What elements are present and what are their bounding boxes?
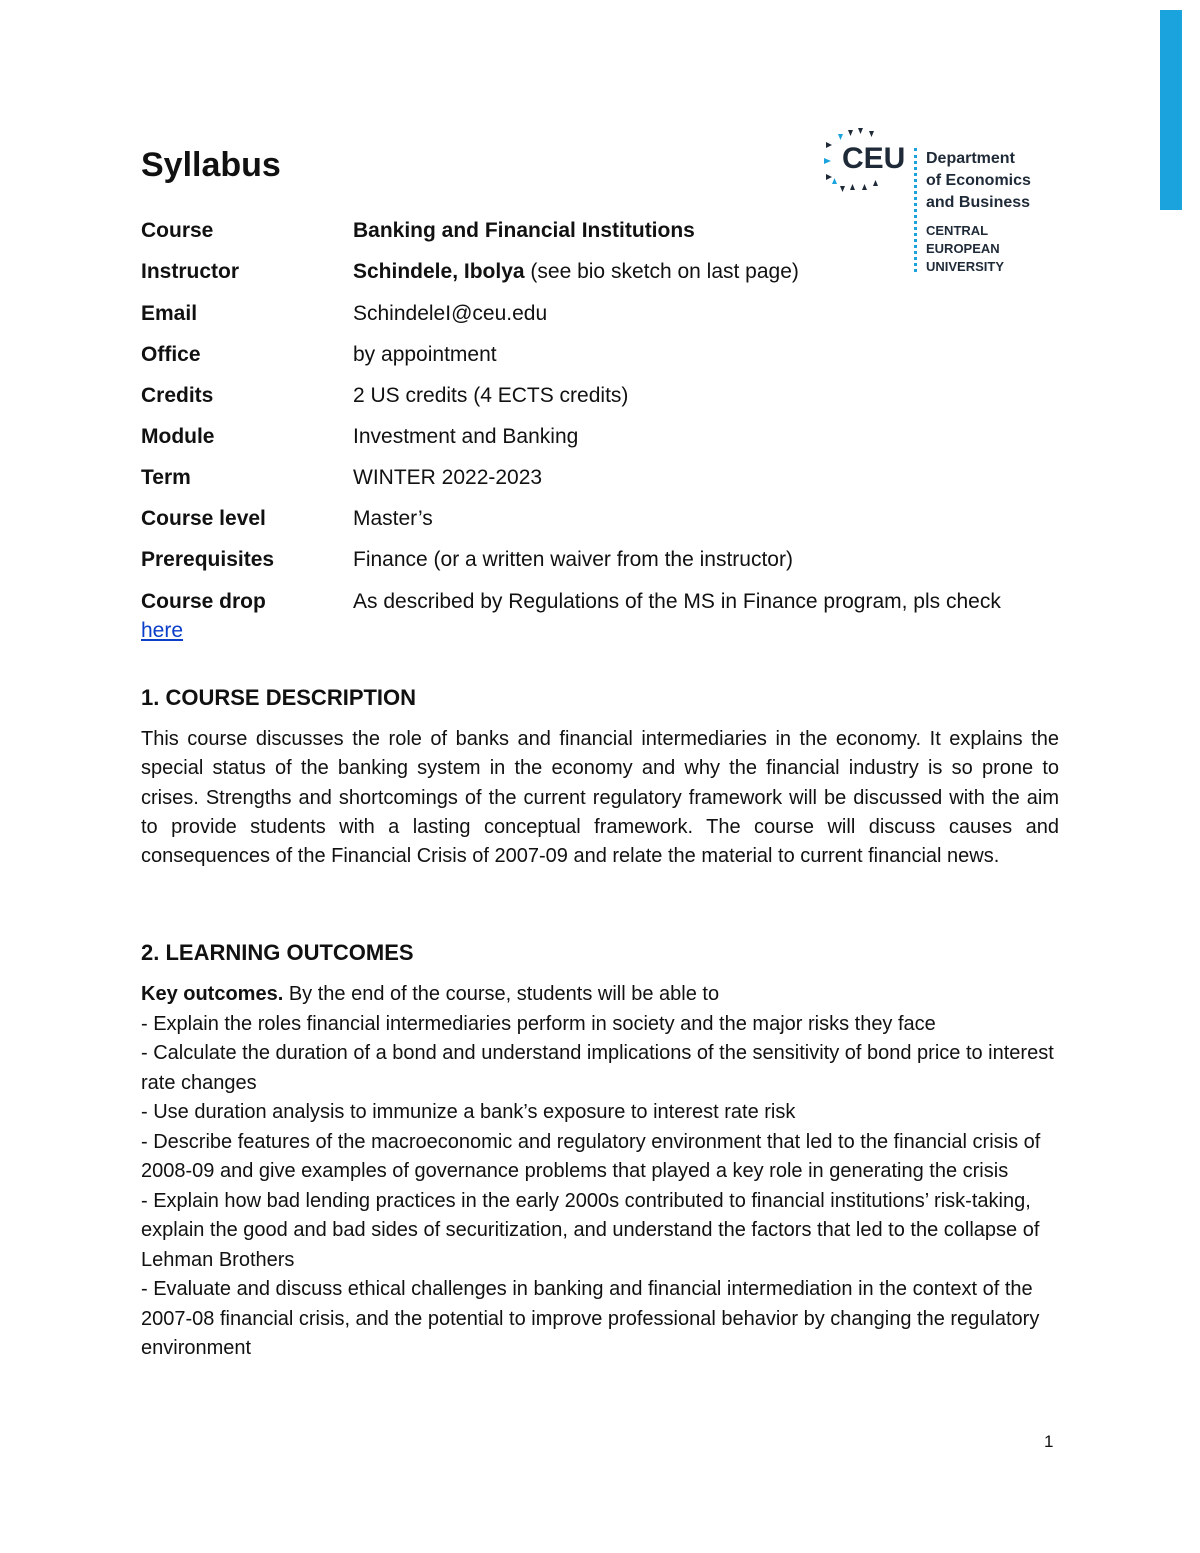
prerequisites-value: Finance (or a written waiver from the instructor) (353, 548, 793, 571)
course-drop-link[interactable]: here (141, 619, 184, 642)
info-row-course-drop (141, 587, 1061, 617)
logo-university-line-2: EUROPEAN (926, 241, 1000, 256)
learning-outcomes-heading: 2. LEARNING OUTCOMES (141, 940, 414, 965)
ceu-logo (820, 126, 1050, 276)
credits-label: Credits (141, 384, 214, 407)
module-label: Module (141, 425, 215, 448)
info-row-instructor (141, 257, 1061, 287)
outcome-item: - Describe features of the macroeconomic and regulatory environment that led to the financial crisis of 2008-09 and give examples of governance problems that played a key role in generating the crisis (141, 1130, 1041, 1182)
outcome-item: - Use duration analysis to immunize a bank’s exposure to interest rate risk (141, 1101, 796, 1123)
info-row-module (141, 422, 1061, 452)
logo-department-name (926, 148, 1031, 214)
ceu-logo-text: CEU (842, 142, 906, 175)
info-row-office (141, 340, 1061, 370)
info-row-prerequisites (141, 545, 1061, 575)
email-value[interactable]: SchindeleI@ceu.edu (353, 302, 548, 325)
info-row-course (141, 216, 1061, 246)
logo-university-line-1: CENTRAL (926, 223, 989, 238)
instructor-label: Instructor (141, 260, 240, 283)
logo-department-line-3: and Business (926, 194, 1031, 211)
info-row-email (141, 299, 1061, 329)
key-outcomes-text: By the end of the course, students will be able to (283, 983, 720, 1005)
logo-department-line-1: Department (926, 150, 1015, 167)
outcome-item: - Evaluate and discuss ethical challenges in banking and financial intermediation in the context of the 2007-08 financial crisis, and the potential to improve professional behavior by changing the regulatory environment (141, 1278, 1040, 1359)
instructor-note: (see bio sketch on last page) (524, 260, 799, 283)
info-row-course-level (141, 504, 1061, 534)
learning-outcomes-list (141, 980, 1071, 1364)
info-row-term (141, 463, 1061, 493)
outcome-item: - Explain how bad lending practices in the early 2000s contributed to financial institutions’ risk-taking, explain the good and bad sides of securitization, and understand the factors that led to the collapse of Lehman Brothers (141, 1189, 1040, 1271)
logo-divider (914, 148, 917, 272)
course-drop-label: Course drop (141, 590, 266, 613)
key-outcomes-label: Key outcomes. (141, 983, 284, 1005)
credits-value: 2 US credits (4 ECTS credits) (353, 384, 629, 407)
logo-department-line-2: of Economics (926, 172, 1031, 189)
course-description-text: This course discusses the role of banks and financial intermediaries in the economy. It explains the special status of the banking system in the economy and why the financial industry is so prone to crises. Strengths and shortcomings of the current regulatory framework will be discussed with the aim to provide students with a lasting conceptual framework. The course will discuss causes and consequences of the Financial Crisis of 2007-09 and relate the material to current financial news. (141, 728, 1059, 868)
course-drop-value: As described by Regulations of the MS in Finance program, pls check (353, 590, 1001, 613)
module-value: Investment and Banking (353, 425, 579, 448)
term-value: WINTER 2022-2023 (353, 466, 543, 489)
outcome-item: - Calculate the duration of a bond and understand implications of the sensitivity of bond price to interest rate changes (141, 1042, 1054, 1094)
office-value: by appointment (353, 343, 497, 366)
email-label: Email (141, 302, 198, 325)
course-level-label: Course level (141, 507, 266, 530)
course-level-value: Master’s (353, 507, 433, 530)
key-outcomes-intro (141, 980, 1071, 1010)
outcome-item: - Explain the roles financial intermediaries perform in society and the major risks they face (141, 1012, 936, 1035)
prerequisites-label: Prerequisites (141, 548, 275, 571)
logo-university-line-3: UNIVERSITY (926, 259, 1005, 274)
info-row-credits (141, 381, 1061, 411)
page-title: Syllabus (141, 146, 281, 184)
instructor-name: Schindele, Ibolya (353, 260, 525, 283)
course-value (353, 216, 695, 246)
term-label: Term (141, 466, 191, 489)
course-description-heading: 1. COURSE DESCRIPTION (141, 685, 417, 710)
instructor-value (353, 257, 799, 287)
course-label: Course (141, 219, 214, 242)
page-number: 1 (1044, 1432, 1054, 1451)
office-label: Office (141, 343, 201, 366)
page-edge-tab (1160, 10, 1182, 210)
course-name: Banking and Financial Institutions (353, 219, 695, 242)
